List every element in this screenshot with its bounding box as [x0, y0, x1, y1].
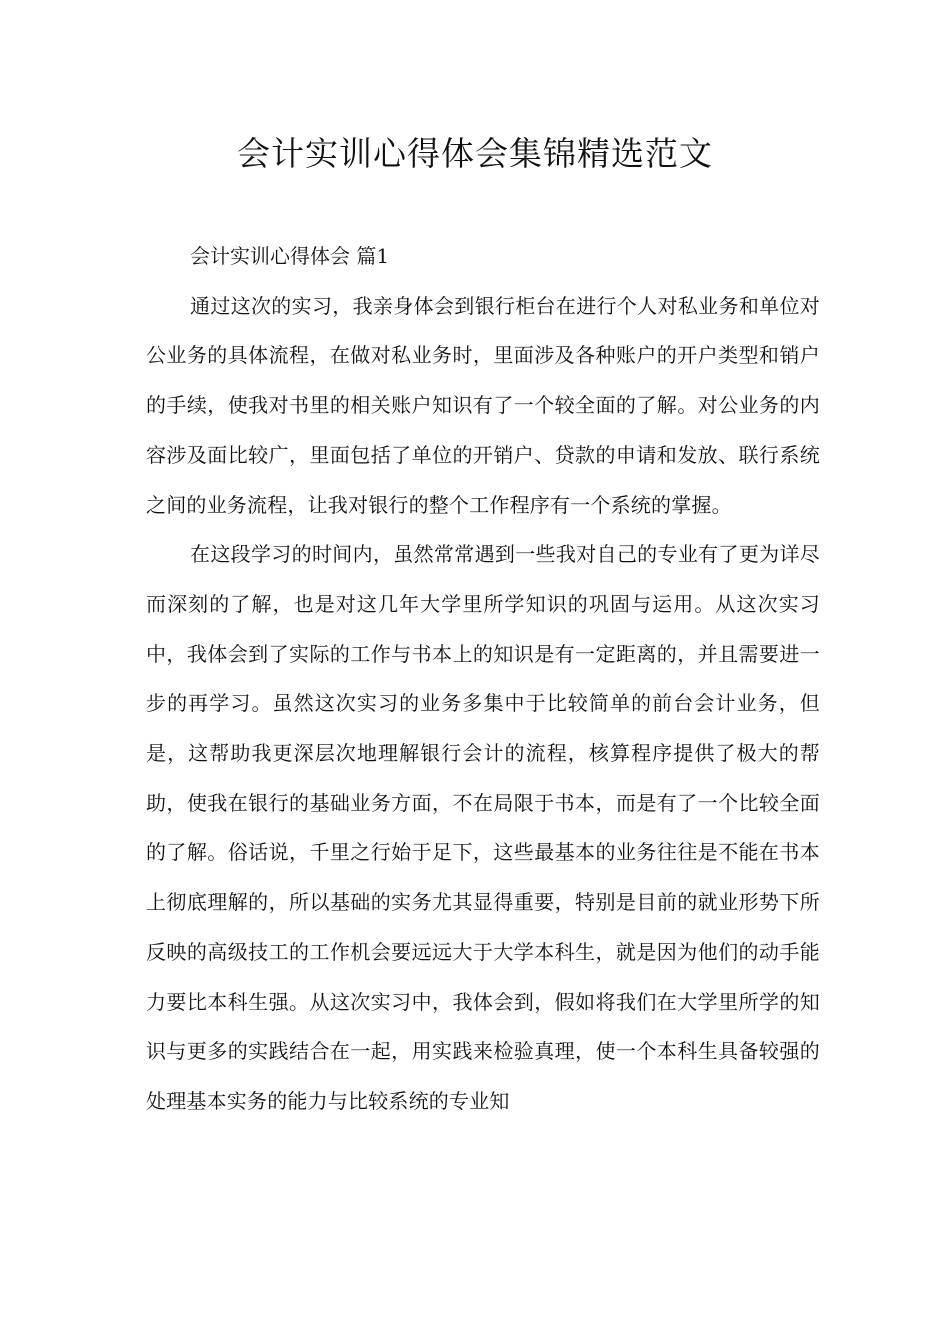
document-title: 会计实训心得体会集锦精选范文: [237, 134, 713, 173]
document-body: [146, 232, 820, 1127]
paragraph-1: 通过这次的实习，我亲身体会到银行柜台在进行个人对私业务和单位对公业务的具体流程，在做对私业务时，里面涉及各种账户的开户类型和销户的手续，使我对书里的相关账户知识有了一个较全面的了解。对公业务的内容涉及面比较广，里面包括了单位的开销户、贷款的申请和发放、联行系统之间的业务流程，让我对银行的整个工作程序有一个系统的掌握。: [146, 293, 820, 517]
section-heading: 会计实训心得体会 篇1: [190, 244, 390, 268]
paragraph-2: 在这段学习的时间内，虽然常常遇到一些我对自己的专业有了更为详尽而深刻的了解，也是对这几年大学里所学知识的巩固与运用。从这次实习中，我体会到了实际的工作与书本上的知识是有一定距离的，并且需要进一步的再学习。虽然这次实习的业务多集中于比较简单的前台会计业务，但是，这帮助我更深层次地理解银行会计的流程，核算程序提供了极大的帮助，使我在银行的基础业务方面，不在局限于书本，而是有了一个比较全面的了解。俗话说，千里之行始于足下，这些最基本的业务往往是不能在书本上彻底理解的，所以基础的实务尤其显得重要，特别是目前的就业形势下所反映的高级技工的工作机会要远远大于大学本科生，就是因为他们的动手能力要比本科生强。从这次实习中，我体会到，假如将我们在大学里所学的知识与更多的实践结合在一起，用实践来检验真理，使一个本科生具备较强的处理基本实务的能力与比较系统的专业知: [146, 542, 820, 1113]
